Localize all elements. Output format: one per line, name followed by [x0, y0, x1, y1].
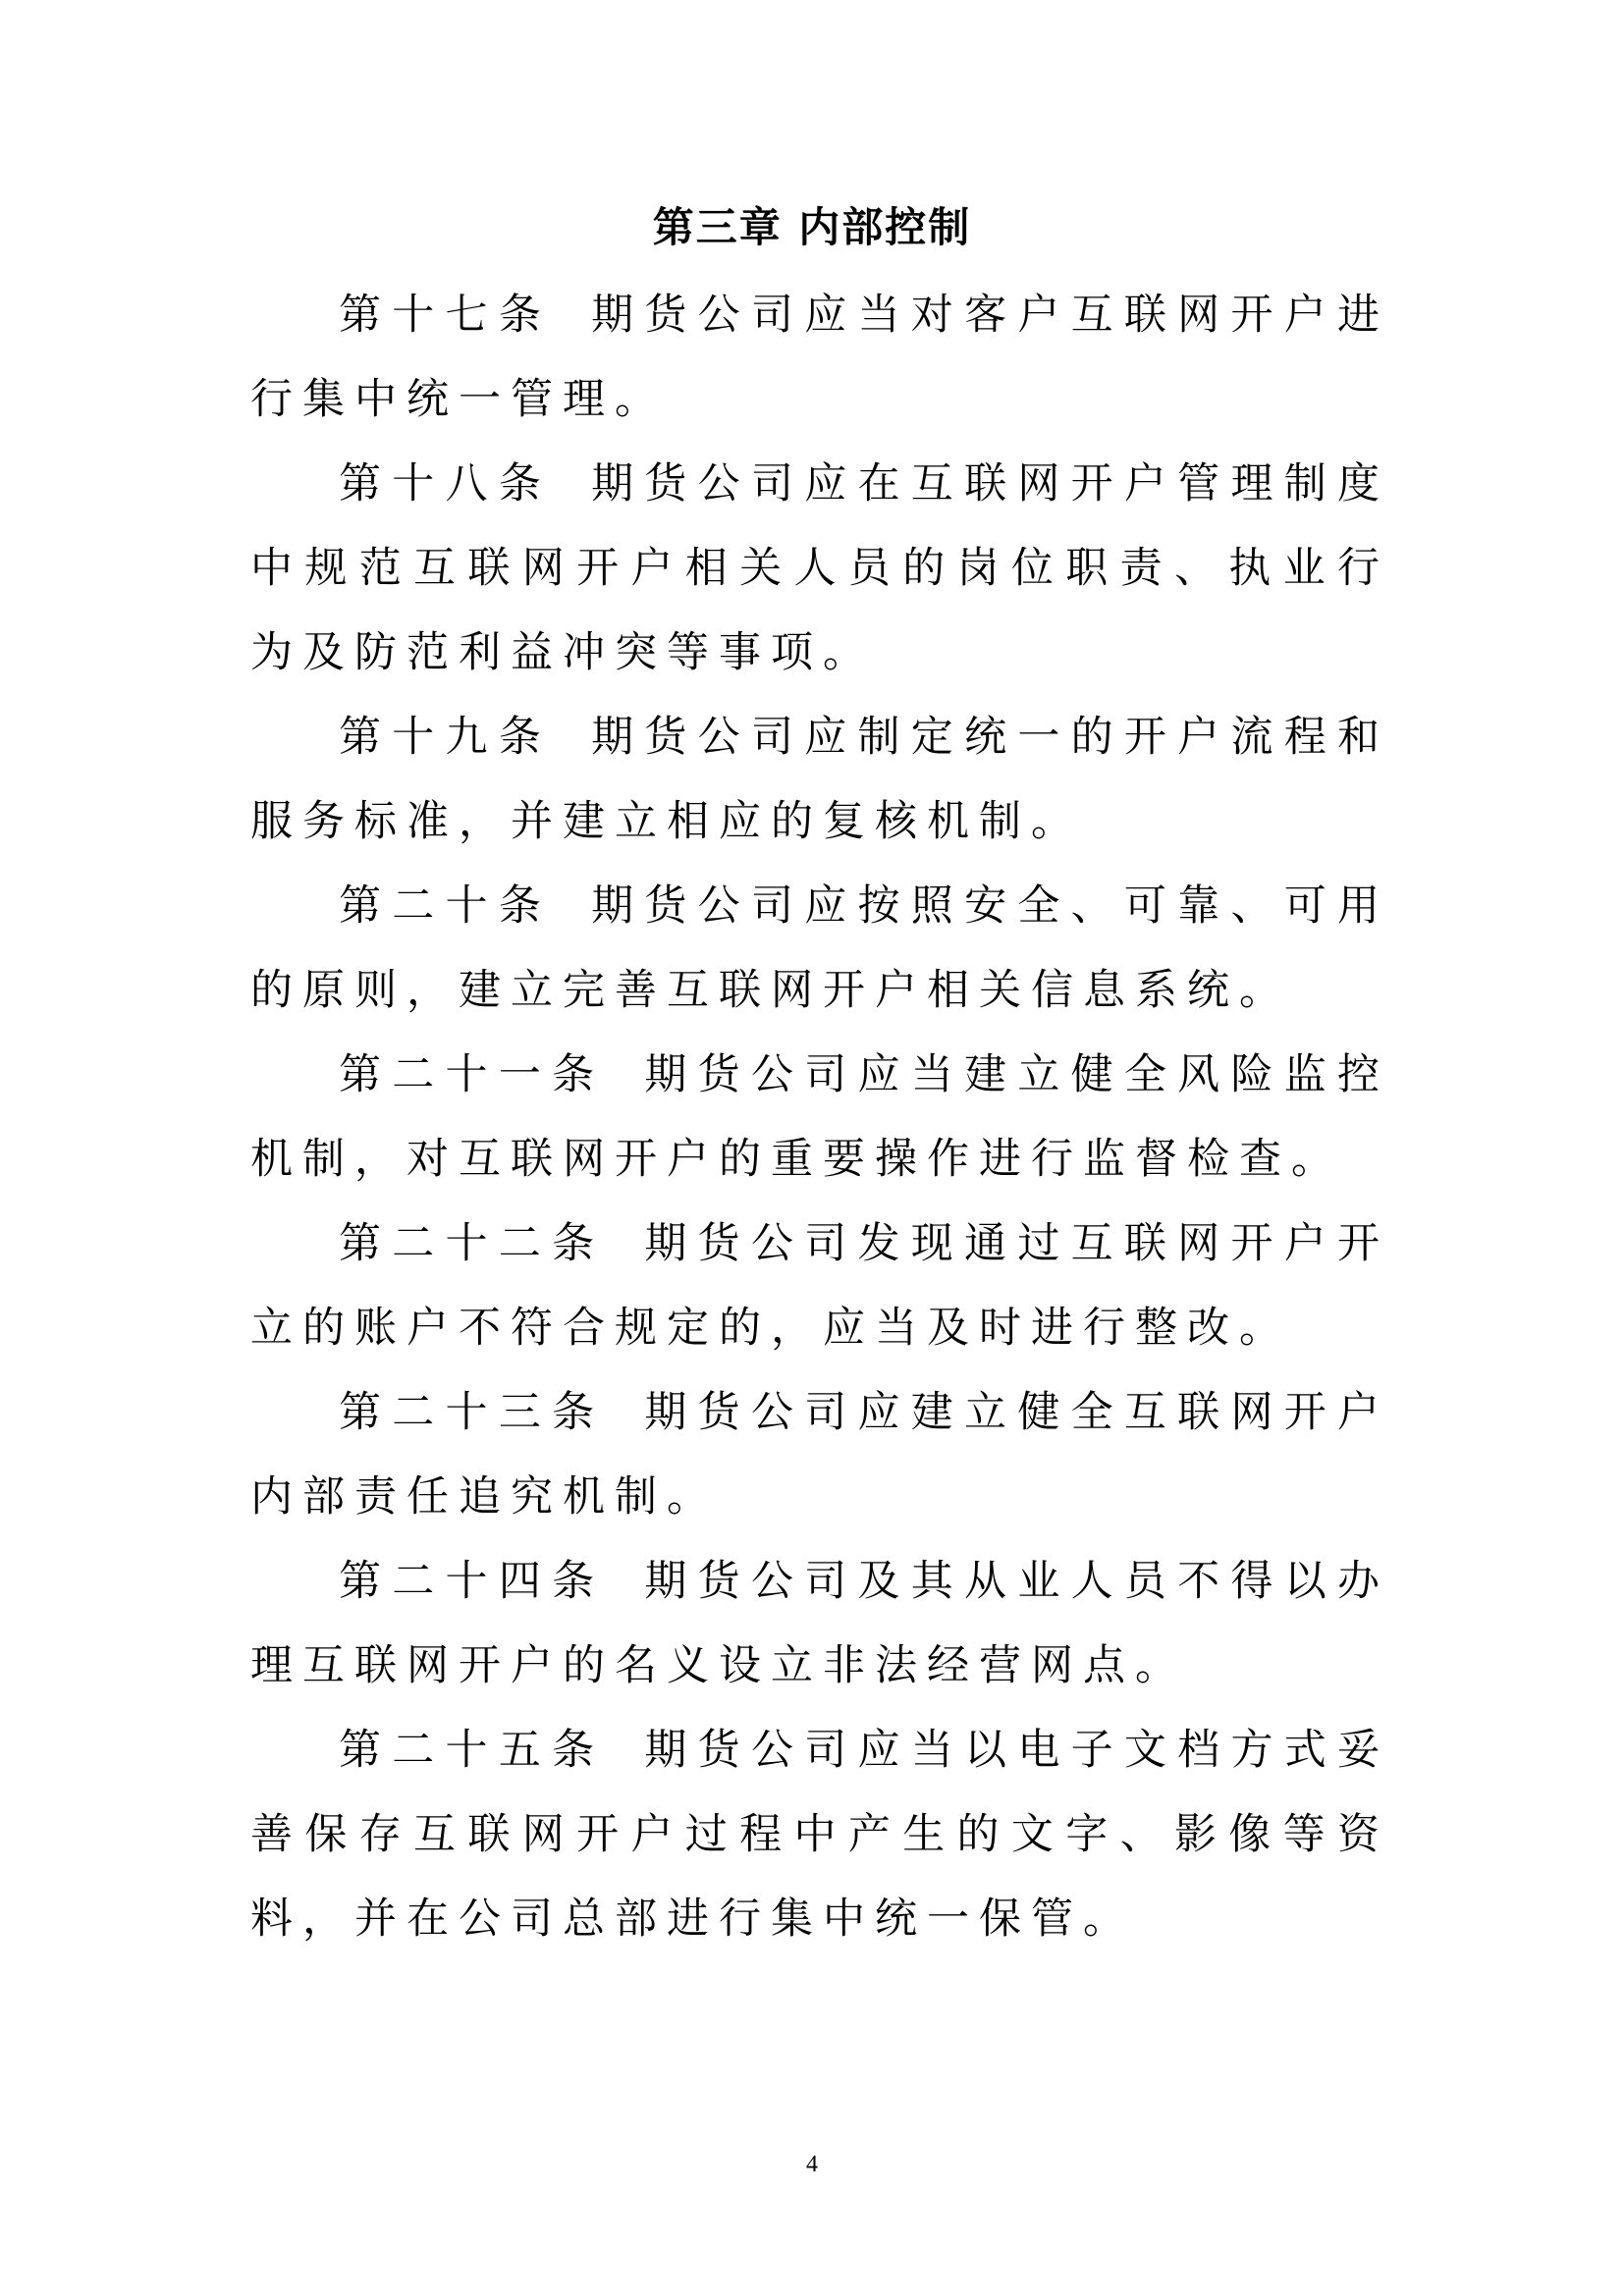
article-list [250, 273, 1389, 1961]
article-17 [250, 273, 1389, 442]
article-18 [250, 442, 1389, 695]
article-25 [250, 1708, 1389, 1961]
article-text: 期货公司应在互联网开户管理制度中规范互联网开户相关人员的岗位职责、执业行为及防范利益冲突等事项。 [250, 459, 1390, 677]
article-text: 期货公司应当建立健全风险监控机制，对互联网开户的重要操作进行监督检查。 [250, 1050, 1390, 1184]
article-number: 第二十条 [339, 881, 553, 931]
article-number: 第二十一条 [339, 1050, 606, 1099]
article-21 [250, 1033, 1389, 1201]
article-22 [250, 1201, 1389, 1370]
article-text: 期货公司应当以电子文档方式妥善保存互联网开户过程中产生的文字、影像等资料，并在公司总部进行集中统一保管。 [250, 1726, 1390, 1944]
article-20 [250, 864, 1389, 1033]
article-text: 期货公司发现通过互联网开户开立的账户不符合规定的，应当及时进行整改。 [250, 1219, 1390, 1353]
article-text: 期货公司及其从业人员不得以办理互联网开户的名义设立非法经营网点。 [250, 1557, 1390, 1690]
article-text: 期货公司应当对客户互联网开户进行集中统一管理。 [250, 291, 1390, 424]
article-number: 第二十四条 [339, 1557, 606, 1606]
article-text: 期货公司应按照安全、可靠、可用的原则，建立完善互联网开户相关信息系统。 [250, 881, 1390, 1015]
chapter-title: 第三章 内部控制 [652, 203, 972, 251]
article-number: 第二十二条 [339, 1219, 606, 1268]
article-number: 第二十三条 [339, 1388, 606, 1437]
article-24 [250, 1539, 1389, 1708]
article-number: 第十七条 [339, 291, 553, 340]
article-19 [250, 695, 1389, 864]
article-number: 第十八条 [339, 459, 553, 508]
article-text: 期货公司应制定统一的开户流程和服务标准，并建立相应的复核机制。 [250, 713, 1390, 846]
page-number: 4 [806, 2152, 818, 2177]
article-23 [250, 1370, 1389, 1539]
article-number: 第二十五条 [339, 1726, 606, 1775]
article-number: 第十九条 [339, 713, 553, 762]
article-text: 期货公司应建立健全互联网开户内部责任追究机制。 [250, 1388, 1390, 1522]
